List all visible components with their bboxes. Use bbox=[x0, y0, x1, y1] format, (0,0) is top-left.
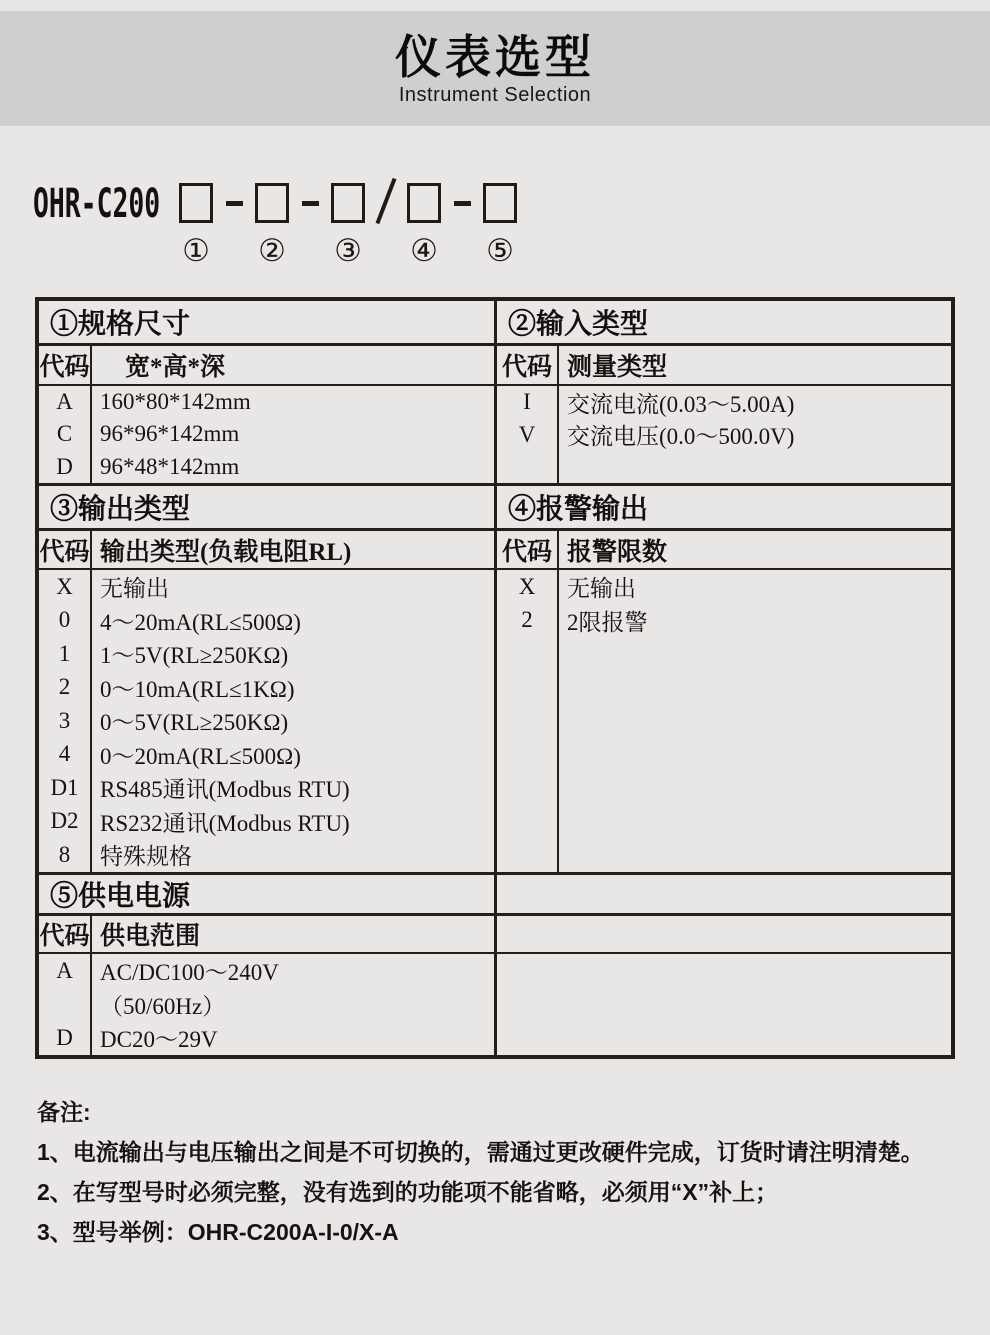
desc-cell: 无输出 bbox=[567, 576, 636, 602]
desc-cell: RS485通讯(Modbus RTU) bbox=[100, 777, 350, 803]
desc-column bbox=[559, 346, 951, 483]
desc-values bbox=[92, 386, 494, 483]
note-item: 3、型号举例：OHR-C200A-I-0/X-A bbox=[37, 1219, 399, 1245]
section-input bbox=[497, 301, 951, 483]
section-size bbox=[39, 301, 494, 483]
desc-cell: RS232通讯(Modbus RTU) bbox=[100, 810, 350, 836]
code-column bbox=[39, 531, 92, 872]
section-power-title: ⑤供电电源 bbox=[39, 875, 494, 916]
model-prefix-text: OHR-C200 bbox=[33, 181, 161, 227]
code-header: 代码 bbox=[497, 531, 557, 570]
model-code-box bbox=[255, 183, 289, 223]
section-power bbox=[39, 872, 494, 1055]
desc-header: 测量类型 bbox=[559, 346, 951, 386]
empty-column bbox=[497, 916, 951, 1055]
model-slot bbox=[255, 183, 289, 267]
empty-body bbox=[497, 916, 951, 1055]
code-cell: X bbox=[56, 573, 73, 599]
dash-separator bbox=[213, 183, 255, 223]
model-slot bbox=[179, 183, 213, 267]
model-code-slots bbox=[179, 183, 517, 267]
model-code-box bbox=[483, 183, 517, 223]
desc-cell: AC/DC100～240V bbox=[100, 960, 279, 986]
section-empty bbox=[497, 872, 951, 1055]
code-cell: D bbox=[56, 453, 73, 479]
empty-title-cell bbox=[497, 875, 951, 916]
model-code-box bbox=[407, 183, 441, 223]
model-slot bbox=[407, 183, 441, 267]
code-cell bbox=[39, 988, 90, 1022]
desc-cell: 0～10mA(RL≤1KΩ) bbox=[100, 676, 295, 702]
section-input-title: ②输入类型 bbox=[497, 301, 951, 346]
empty-header-cell bbox=[497, 916, 951, 954]
desc-header: 报警限数 bbox=[559, 531, 951, 570]
code-column bbox=[39, 346, 92, 483]
desc-cell: 交流电流(0.03～5.00A) bbox=[567, 391, 795, 417]
note-item: 1、电流输出与电压输出之间是不可切换的，需通过更改硬件完成，订货时请注明清楚。 bbox=[37, 1139, 924, 1165]
dash-separator bbox=[441, 183, 483, 223]
section-input-body bbox=[497, 346, 951, 483]
notes-label: 备注: bbox=[37, 1099, 91, 1125]
desc-header: 供电范围 bbox=[92, 916, 494, 954]
code-cell: 8 bbox=[58, 841, 71, 867]
section-alarm bbox=[497, 483, 951, 872]
page-subtitle: Instrument Selection bbox=[398, 83, 592, 106]
section-alarm-body bbox=[497, 531, 951, 872]
section-size-title: ①规格尺寸 bbox=[39, 301, 494, 346]
desc-values bbox=[559, 570, 951, 637]
desc-column bbox=[92, 531, 494, 872]
desc-column bbox=[92, 346, 494, 483]
section-power-body bbox=[39, 916, 494, 1055]
desc-cell: 96*96*142mm bbox=[100, 421, 240, 447]
notes bbox=[37, 1098, 953, 1246]
model-code-row bbox=[33, 183, 517, 267]
model-prefix bbox=[33, 183, 179, 225]
desc-cell: 交流电压(0.0～500.0V) bbox=[567, 424, 795, 450]
section-alarm-title: ④报警输出 bbox=[497, 486, 951, 531]
table-left-half bbox=[39, 301, 497, 1055]
code-column bbox=[497, 346, 559, 483]
title-banner bbox=[0, 11, 990, 126]
code-cell: 4 bbox=[58, 741, 71, 767]
code-cell: D2 bbox=[50, 808, 79, 834]
code-cell: 3 bbox=[58, 707, 71, 733]
code-cell: 0 bbox=[58, 607, 71, 633]
code-cell: C bbox=[56, 421, 73, 447]
slash-separator bbox=[365, 183, 407, 223]
desc-cell: 无输出 bbox=[100, 576, 169, 602]
code-cell: X bbox=[518, 573, 536, 599]
slot-marker: ④ bbox=[410, 233, 438, 268]
code-column bbox=[39, 916, 92, 1055]
code-values bbox=[39, 570, 90, 872]
slot-marker: ① bbox=[182, 233, 210, 268]
code-cell: 2 bbox=[521, 607, 533, 633]
code-cell: A bbox=[56, 389, 73, 415]
code-header: 代码 bbox=[39, 346, 90, 386]
code-header: 代码 bbox=[39, 531, 90, 570]
desc-values bbox=[92, 954, 494, 1055]
model-code-box bbox=[179, 183, 213, 223]
section-output-body bbox=[39, 531, 494, 872]
code-column bbox=[497, 531, 559, 872]
code-cell: I bbox=[523, 389, 531, 415]
dash-glyph bbox=[302, 201, 319, 206]
desc-column bbox=[92, 916, 494, 1055]
desc-column bbox=[559, 531, 951, 872]
code-values bbox=[497, 386, 557, 451]
code-header: 代码 bbox=[39, 916, 90, 954]
model-slot bbox=[331, 183, 365, 267]
model-slot bbox=[483, 183, 517, 267]
selection-table bbox=[35, 297, 955, 1059]
desc-values bbox=[92, 570, 494, 872]
table-right-half bbox=[497, 301, 951, 1055]
slash-glyph bbox=[376, 178, 397, 224]
desc-cell: 160*80*142mm bbox=[100, 389, 251, 415]
code-cell: 1 bbox=[58, 640, 71, 666]
page-title: 仪表选型 bbox=[395, 30, 595, 83]
desc-cell: 96*48*142mm bbox=[100, 453, 240, 479]
desc-cell: 0～20mA(RL≤500Ω) bbox=[100, 743, 301, 769]
desc-header: 宽*高*深 bbox=[92, 346, 494, 386]
desc-cell: 4～20mA(RL≤500Ω) bbox=[100, 609, 301, 635]
desc-cell: 1～5V(RL≥250KΩ) bbox=[100, 643, 289, 669]
code-values bbox=[39, 954, 90, 1055]
model-code-box bbox=[331, 183, 365, 223]
section-output bbox=[39, 483, 494, 872]
desc-header: 输出类型(负载电阻RL) bbox=[92, 531, 494, 570]
desc-cell: 特殊规格 bbox=[100, 844, 192, 870]
dash-separator bbox=[289, 183, 331, 223]
dash-glyph bbox=[226, 201, 243, 206]
code-cell: V bbox=[518, 421, 536, 447]
slot-marker: ② bbox=[258, 233, 286, 268]
code-values bbox=[497, 570, 557, 637]
slot-marker: ⑤ bbox=[486, 233, 514, 268]
desc-cell: DC20～29V bbox=[100, 1027, 218, 1053]
code-cell: A bbox=[56, 957, 73, 983]
code-header: 代码 bbox=[497, 346, 557, 386]
code-cell: D bbox=[56, 1024, 73, 1050]
desc-cell: （50/60Hz） bbox=[100, 993, 226, 1019]
code-cell: D1 bbox=[50, 774, 79, 800]
desc-cell: 0～5V(RL≥250KΩ) bbox=[100, 710, 289, 736]
section-size-body bbox=[39, 346, 494, 483]
desc-values bbox=[559, 386, 951, 451]
code-cell: 2 bbox=[58, 674, 71, 700]
code-values bbox=[39, 386, 90, 483]
dash-glyph bbox=[454, 201, 471, 206]
slot-marker: ③ bbox=[334, 233, 362, 268]
note-item: 2、在写型号时必须完整，没有选到的功能项不能省略，必须用“X”补上； bbox=[37, 1179, 779, 1205]
section-output-title: ③输出类型 bbox=[39, 486, 494, 531]
desc-cell: 2限报警 bbox=[567, 609, 648, 635]
notes-items bbox=[37, 1139, 953, 1246]
